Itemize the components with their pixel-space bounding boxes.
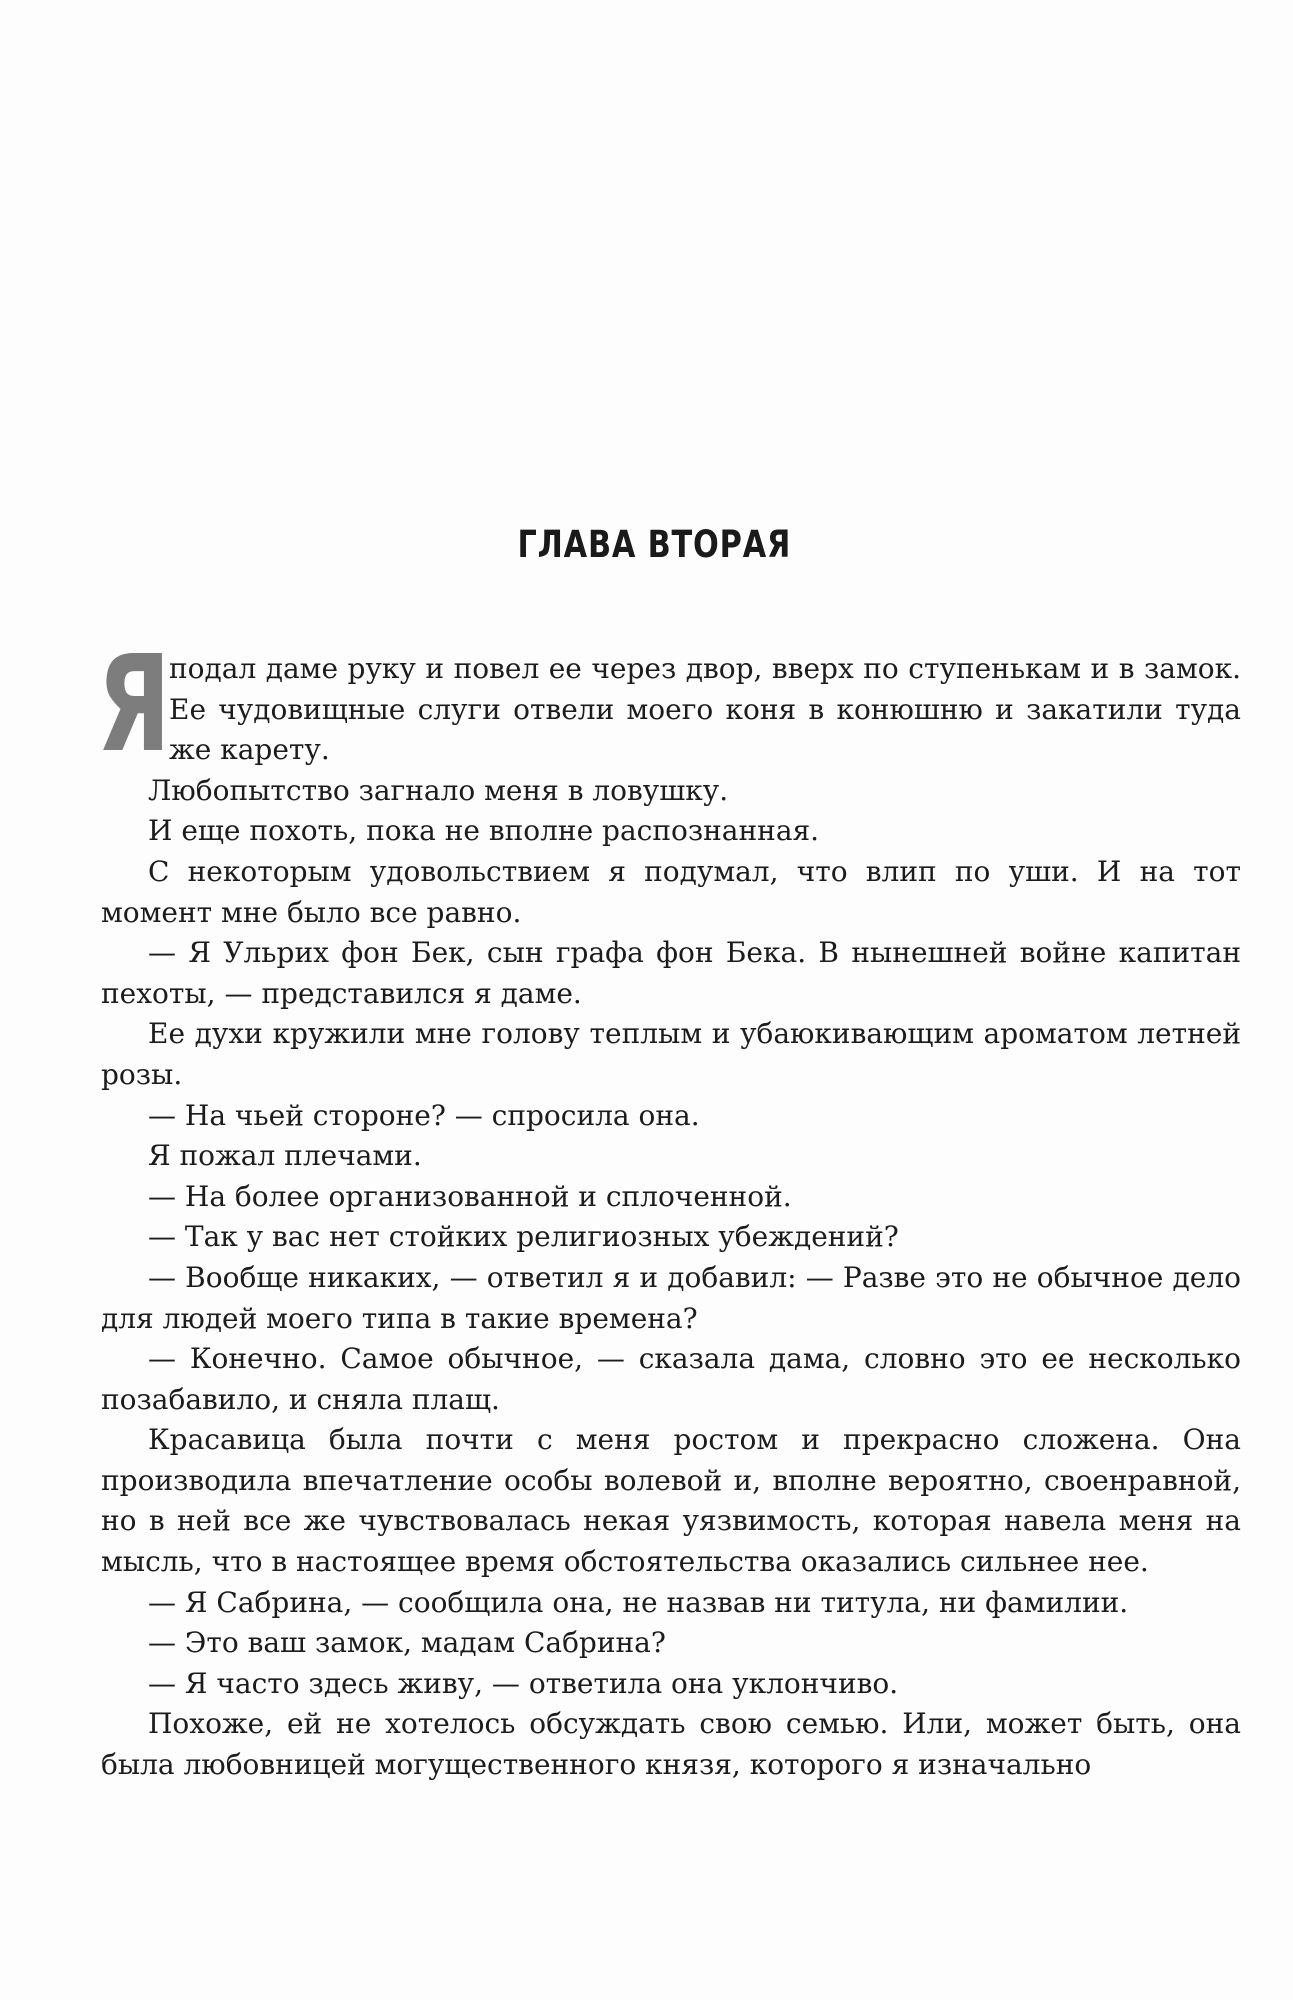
drop-cap: Я <box>97 628 171 782</box>
paragraph-1 <box>97 628 1241 782</box>
paragraph-6: Ее духи кружили мне голову теплым и убаюкивающим ароматом летней розы. <box>101 1017 1241 1091</box>
paragraph-8: Я пожал плечами. <box>148 1139 422 1173</box>
paragraph-10: — Так у вас нет стойких религиозных убеждений? <box>148 1220 899 1254</box>
paragraph-12: — Конечно. Самое обычное, — сказала дама, словно это ее несколько позабавило, и сняла плащ. <box>101 1342 1241 1416</box>
paragraph-14: — Я Сабрина, — сообщила она, не назвав ни титула, ни фамилии. <box>148 1585 1129 1619</box>
chapter-text <box>97 628 1241 1786</box>
paragraph-17: Похоже, ей не хотелось обсуждать свою семью. Или, может быть, она была любовницей могущественного князя, которого я изначально <box>101 1707 1241 1782</box>
paragraph-5: — Я Ульрих фон Бек, сын графа фон Бека. В нынешней войне капитан пехоты, — представился я даме. <box>101 936 1241 1010</box>
paragraph-9: — На более организованной и сплоченной. <box>148 1179 792 1213</box>
paragraph-13: Красавица была почти с меня ростом и прекрасно сложена. Она производила впечатление особы волевой и, вполне вероятно, своенравной, но в ней все же чувствовалась некая уязвимость, которая навела меня на мысль, что в настоящее время обстоятельства оказались сильнее нее. <box>101 1423 1241 1579</box>
paragraph-15: — Это ваш замок, мадам Сабрина? <box>148 1626 666 1660</box>
paragraph-1-text: подал даме руку и повел ее через двор, вверх по ступенькам и в замок. Ее чудовищные слуги отвели моего коня в конюшню и закатили туда же карету. <box>169 652 1241 767</box>
paragraph-4: С некоторым удовольствием я подумал, что влип по уши. И на тот момент мне было все равно. <box>101 854 1241 929</box>
paragraph-11: — Вообще никаких, — ответил я и добавил: — Разве это не обычное дело для людей моего типа в такие времена? <box>101 1260 1241 1335</box>
paragraph-2: Любопытство загнало меня в ловушку. <box>148 773 729 807</box>
paragraph-16: — Я часто здесь живу, — ответила она уклончиво. <box>148 1666 899 1700</box>
chapter-title: ГЛАВА ВТОРАЯ <box>517 523 792 566</box>
paragraph-3: И еще похоть, пока не вполне распознанная. <box>148 814 820 848</box>
paragraph-7: — На чьей стороне? — спросила она. <box>148 1098 700 1132</box>
